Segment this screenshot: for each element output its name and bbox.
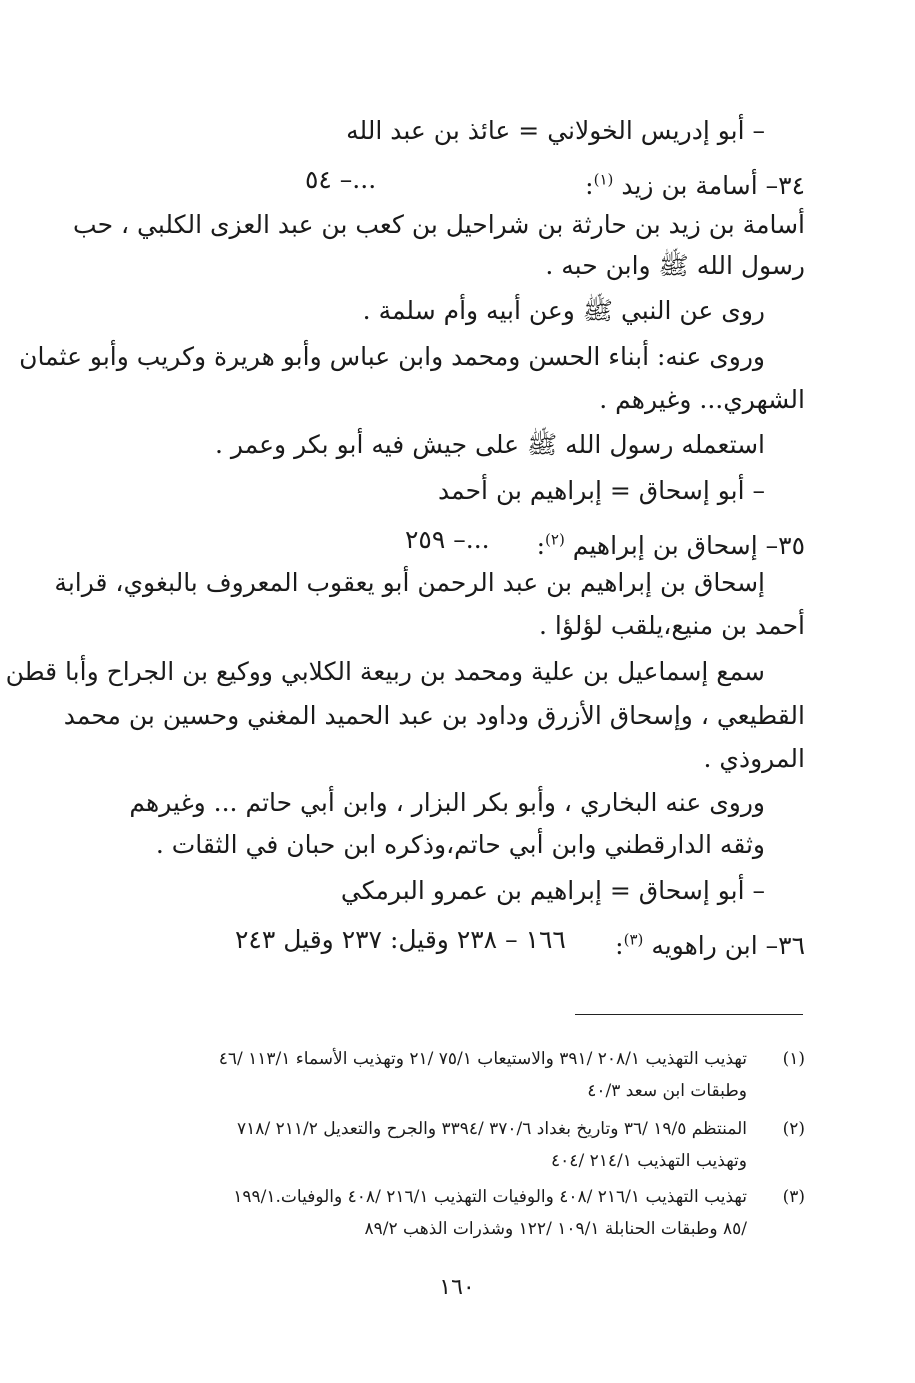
text-line: وروى عنه البخاري ، وأبو بكر البزار ، وابن أبي حاتم ... وغيرهم (129, 788, 765, 817)
entry-dates: ...– ٥٤ (305, 165, 377, 194)
cross-reference: – أبو إسحاق = إبراهيم بن عمرو البرمكي (340, 876, 765, 905)
entry-dates: ١٦٦ – ٢٣٨ وقيل: ٢٣٧ وقيل ٢٤٣ (235, 925, 566, 954)
entry-name: ٣٥– إسحاق بن إبراهيم $^{(٢)}$: (536, 531, 805, 561)
footnote-1 (105, 1045, 805, 1105)
text-line: رسول الله ﷺ وابن حبه . (545, 251, 805, 280)
entry-heading (405, 521, 805, 565)
footnote-separator (575, 1014, 803, 1015)
entry-name: ٣٤– أسامة بن زيد $^{(١)}$: (585, 171, 805, 201)
footnote-3 (105, 1183, 805, 1243)
text-line: وثقه الدارقطني وابن أبي حاتم،وذكره ابن حبان في الثقات . (155, 830, 765, 859)
footnote-number: (١) (782, 1049, 805, 1069)
text-line: القطيعي ، وإسحاق الأزرق وداود بن عبد الحميد المغني وحسين بن محمد (63, 701, 805, 730)
footnote-2 (105, 1115, 805, 1175)
entry-heading (305, 161, 805, 205)
text-line: إسحاق بن إبراهيم بن عبد الرحمن أبو يعقوب المعروف بالبغوي، قرابة (54, 568, 765, 597)
text-line: استعمله رسول الله ﷺ على جيش فيه أبو بكر وعمر . (215, 430, 765, 459)
footnote-number: (٢) (782, 1119, 805, 1139)
entry-name: ٣٦– ابن راهويه $^{(٣)}$: (615, 931, 805, 961)
text-line: سمع إسماعيل بن علية ومحمد بن ربيعة الكلابي ووكيع بن الجراح وأبا قطن (5, 657, 765, 686)
cross-reference: – أبو إسحاق = إبراهيم بن أحمد (438, 476, 765, 505)
text-line: أسامة بن زيد بن حارثة بن شراحيل بن كعب بن عبد العزى الكلبي ، حب (73, 210, 805, 239)
text-line: المروذي . (703, 744, 805, 773)
text-line: وروى عنه: أبناء الحسن ومحمد وابن عباس وأبو هريرة وكريب وأبو عثمان (19, 342, 765, 371)
text-line: روى عن النبي ﷺ وعن أبيه وأم سلمة . (362, 296, 765, 325)
entry-dates: ...– ٢٥٩ (405, 525, 490, 554)
footnote-text: /٨٥ وطبقات الحنابلة ١٠٩/١ /١٢٢ وشذرات الذهب ٨٩/٢ (364, 1219, 747, 1239)
footnote-text: المنتظم ١٩/٥ /٣٦ وتاريخ بغداد ٣٧٠/٦ /٣٣٩٤ والجرح والتعديل ٢١١/٢ /٧١٨ (237, 1119, 747, 1139)
text-line: الشهري... وغيرهم . (599, 385, 805, 414)
footnote-marker: (١) (593, 171, 614, 189)
footnote-number: (٣) (782, 1187, 805, 1207)
footnote-text: تهذيب التهذيب ٢٠٨/١ /٣٩١ والاستيعاب ٧٥/١ /٢١ وتهذيب الأسماء ١١٣/١ /٤٦ (218, 1049, 747, 1069)
footnote-text: وتهذيب التهذيب ٢١٤/١ /٤٠٤ (551, 1151, 747, 1171)
text-line: أحمد بن منيع،يلقب لؤلؤا . (539, 611, 805, 640)
footnote-text: تهذيب التهذيب ٢١٦/١ /٤٠٨ والوفيات التهذيب ٢١٦/١ /٤٠٨ والوفيات.١٩٩/١ (233, 1187, 747, 1207)
footnote-marker: (٢) (545, 531, 565, 549)
page-number: ١٦٠ (439, 1275, 475, 1300)
footnote-text: وطبقات ابن سعد ٤٠/٣ (587, 1081, 747, 1101)
footnote-marker: (٣) (623, 931, 644, 949)
entry-heading (235, 921, 805, 965)
cross-reference: – أبو إدريس الخولاني = عائذ بن عبد الله (346, 116, 765, 145)
